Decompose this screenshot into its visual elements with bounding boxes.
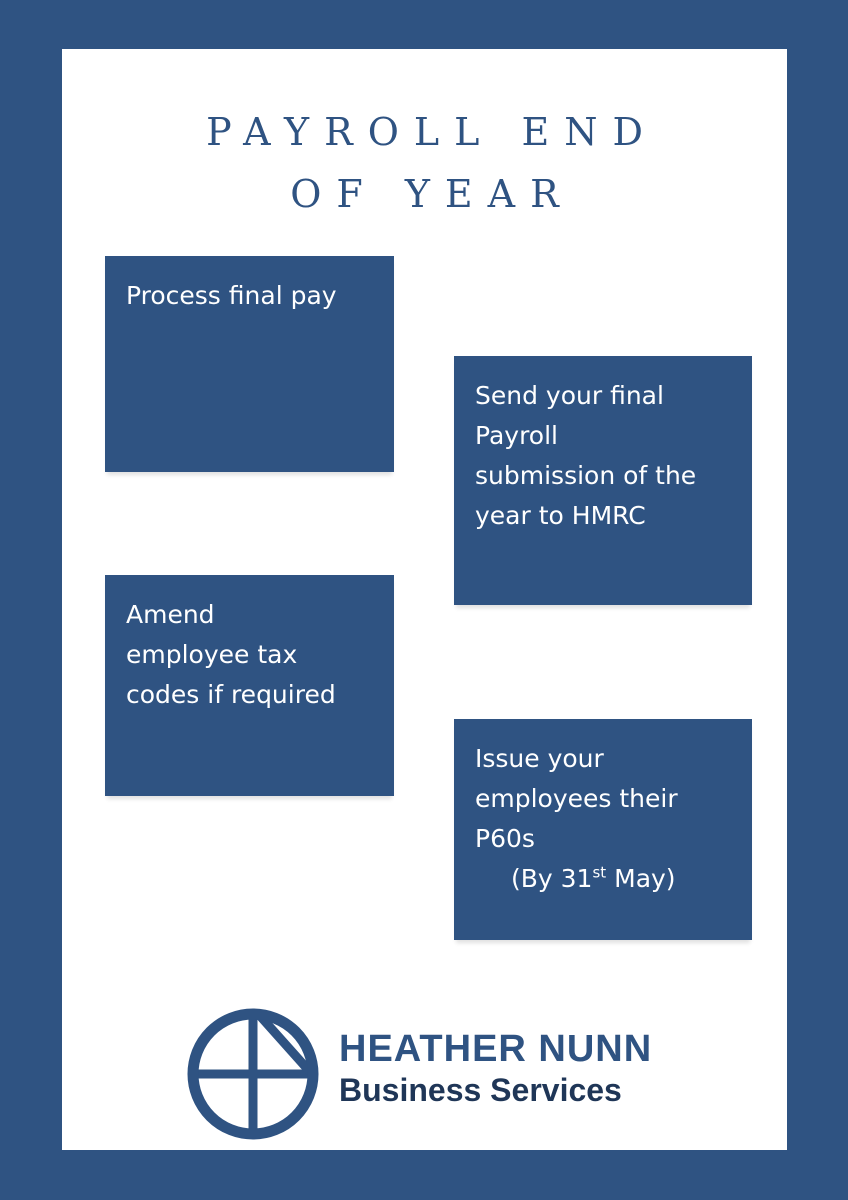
hn-monogram-circle-icon: [187, 1008, 319, 1140]
deadline-suffix: May): [606, 864, 676, 893]
card-send-final-submission: [454, 356, 752, 605]
card-text: Send your final: [475, 381, 664, 410]
company-subtitle: Business Services: [339, 1072, 622, 1108]
document-page: [62, 49, 787, 1150]
company-name: HEATHER NUNN: [339, 1028, 653, 1070]
title-line-1: PAYROLL END: [206, 110, 658, 154]
card-text: Amend: [126, 600, 215, 629]
page-title: [62, 101, 787, 225]
card-text: codes if required: [126, 680, 336, 709]
card-text: Payroll: [475, 421, 558, 450]
card-text: year to HMRC: [475, 501, 646, 530]
card-text: P60s: [475, 824, 535, 853]
card-text: Issue your: [475, 744, 604, 773]
company-logo: [187, 1008, 667, 1140]
card-text: employees their: [475, 784, 678, 813]
deadline-ordinal: st: [592, 863, 607, 882]
title-line-2: OF YEAR: [290, 172, 574, 216]
card-text: submission of the: [475, 461, 697, 490]
card-amend-tax-codes: [105, 575, 394, 796]
card-text: Process final pay: [126, 281, 337, 310]
card-text: employee tax: [126, 640, 298, 669]
deadline-prefix: (By 31: [511, 864, 593, 893]
card-process-final-pay: [105, 256, 394, 472]
p60-deadline: [475, 859, 732, 899]
card-issue-p60s: [454, 719, 752, 940]
